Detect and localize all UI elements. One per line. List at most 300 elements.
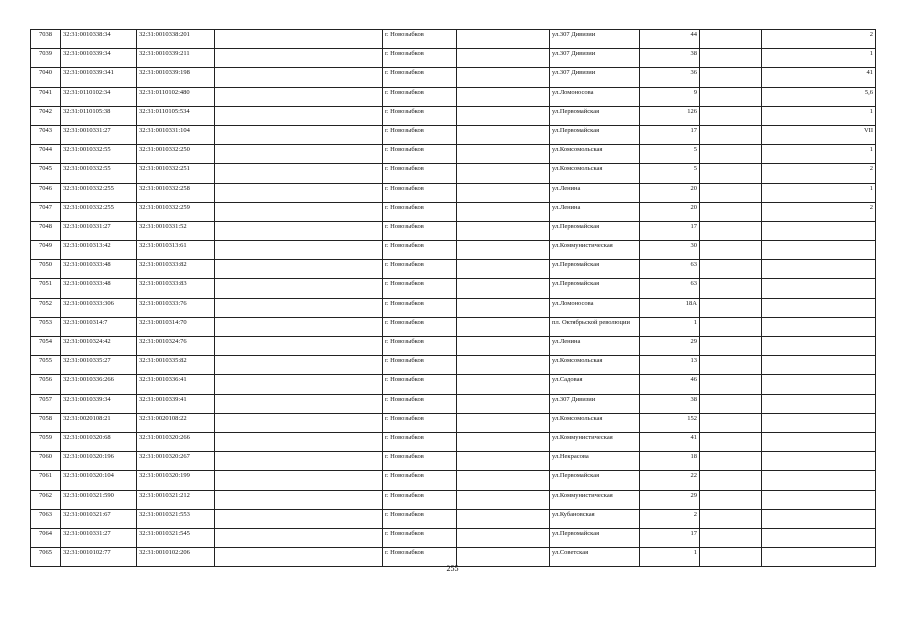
empty-cell	[700, 279, 762, 298]
table-row	[31, 279, 876, 298]
street-cell: ул.Ленина	[550, 202, 640, 221]
apartment-cell	[762, 356, 876, 375]
city-cell: г. Новозыбков	[383, 202, 457, 221]
cadastral-parcel-cell: 32:31:0010321:67	[61, 509, 137, 528]
apartment-cell	[762, 317, 876, 336]
empty-cell	[215, 30, 383, 49]
empty-cell	[700, 375, 762, 394]
row-number-cell: 7049	[31, 241, 61, 260]
apartment-cell	[762, 432, 876, 451]
city-cell: г. Новозыбков	[383, 125, 457, 144]
cadastral-parcel-cell: 32:31:0010324:42	[61, 337, 137, 356]
city-cell: г. Новозыбков	[383, 49, 457, 68]
table-row	[31, 337, 876, 356]
empty-cell	[457, 202, 550, 221]
city-cell: г. Новозыбков	[383, 413, 457, 432]
house-number-cell: 126	[640, 106, 700, 125]
apartment-cell: 2	[762, 164, 876, 183]
cadastral-parcel-cell: 32:31:0020108:21	[61, 413, 137, 432]
cadastral-parcel-cell: 32:31:0010339:34	[61, 49, 137, 68]
row-number-cell: 7056	[31, 375, 61, 394]
empty-cell	[457, 221, 550, 240]
apartment-cell	[762, 337, 876, 356]
empty-cell	[215, 68, 383, 87]
table-row	[31, 394, 876, 413]
cadastral-object-cell: 32:31:0010321:553	[137, 509, 215, 528]
empty-cell	[215, 337, 383, 356]
apartment-cell	[762, 241, 876, 260]
empty-cell	[700, 30, 762, 49]
empty-cell	[700, 202, 762, 221]
empty-cell	[457, 260, 550, 279]
empty-cell	[457, 471, 550, 490]
empty-cell	[700, 49, 762, 68]
street-cell: ул.Первомайская	[550, 106, 640, 125]
apartment-cell	[762, 471, 876, 490]
city-cell: г. Новозыбков	[383, 30, 457, 49]
cadastral-parcel-cell: 32:31:0010331:27	[61, 125, 137, 144]
empty-cell	[215, 125, 383, 144]
empty-cell	[700, 528, 762, 547]
apartment-cell: 1	[762, 106, 876, 125]
empty-cell	[700, 260, 762, 279]
street-cell: ул.Первомайская	[550, 471, 640, 490]
cadastral-object-cell: 32:31:0110102:480	[137, 87, 215, 106]
table-row	[31, 317, 876, 336]
cadastral-parcel-cell: 32:31:0010320:68	[61, 432, 137, 451]
city-cell: г. Новозыбков	[383, 106, 457, 125]
street-cell: ул.Садовая	[550, 375, 640, 394]
table-row	[31, 145, 876, 164]
house-number-cell: 29	[640, 337, 700, 356]
city-cell: г. Новозыбков	[383, 509, 457, 528]
house-number-cell: 46	[640, 375, 700, 394]
apartment-cell	[762, 413, 876, 432]
cadastral-object-cell: 32:31:0010332:259	[137, 202, 215, 221]
empty-cell	[700, 394, 762, 413]
table-row	[31, 202, 876, 221]
street-cell: ул.Некрасова	[550, 452, 640, 471]
cadastral-parcel-cell: 32:31:0010332:255	[61, 202, 137, 221]
city-cell: г. Новозыбков	[383, 221, 457, 240]
city-cell: г. Новозыбков	[383, 356, 457, 375]
empty-cell	[700, 317, 762, 336]
house-number-cell: 1	[640, 548, 700, 567]
cadastral-object-cell: 32:31:0010339:41	[137, 394, 215, 413]
house-number-cell: 29	[640, 490, 700, 509]
city-cell: г. Новозыбков	[383, 183, 457, 202]
cadastral-parcel-cell: 32:31:0010332:55	[61, 145, 137, 164]
house-number-cell: 41	[640, 432, 700, 451]
empty-cell	[457, 337, 550, 356]
table-row	[31, 432, 876, 451]
apartment-cell	[762, 221, 876, 240]
table-row	[31, 452, 876, 471]
house-number-cell: 17	[640, 528, 700, 547]
empty-cell	[700, 509, 762, 528]
table-row	[31, 68, 876, 87]
table-row	[31, 106, 876, 125]
house-number-cell: 30	[640, 241, 700, 260]
city-cell: г. Новозыбков	[383, 490, 457, 509]
row-number-cell: 7046	[31, 183, 61, 202]
empty-cell	[457, 183, 550, 202]
cadastral-object-cell: 32:31:0010313:61	[137, 241, 215, 260]
empty-cell	[215, 394, 383, 413]
apartment-cell	[762, 528, 876, 547]
cadastral-object-cell: 32:31:0010331:52	[137, 221, 215, 240]
apartment-cell: 5,6	[762, 87, 876, 106]
apartment-cell: 2	[762, 30, 876, 49]
table-row	[31, 221, 876, 240]
cadastral-object-cell: 32:31:0010333:83	[137, 279, 215, 298]
row-number-cell: 7050	[31, 260, 61, 279]
apartment-cell	[762, 452, 876, 471]
table-row	[31, 183, 876, 202]
empty-cell	[215, 471, 383, 490]
city-cell: г. Новозыбков	[383, 337, 457, 356]
cadastral-parcel-cell: 32:31:0010102:77	[61, 548, 137, 567]
cadastral-object-cell: 32:31:0020108:22	[137, 413, 215, 432]
street-cell: ул.Первомайская	[550, 221, 640, 240]
table-row	[31, 164, 876, 183]
empty-cell	[700, 221, 762, 240]
city-cell: г. Новозыбков	[383, 164, 457, 183]
empty-cell	[700, 87, 762, 106]
street-cell: ул.Комсомольская	[550, 356, 640, 375]
cadastral-parcel-cell: 32:31:0010335:27	[61, 356, 137, 375]
empty-cell	[457, 452, 550, 471]
house-number-cell: 18А	[640, 298, 700, 317]
empty-cell	[215, 87, 383, 106]
empty-cell	[457, 87, 550, 106]
empty-cell	[215, 356, 383, 375]
cadastral-parcel-cell: 32:31:0010320:104	[61, 471, 137, 490]
apartment-cell: 2	[762, 202, 876, 221]
row-number-cell: 7060	[31, 452, 61, 471]
empty-cell	[457, 432, 550, 451]
house-number-cell: 20	[640, 183, 700, 202]
cadastral-object-cell: 32:31:0010333:76	[137, 298, 215, 317]
city-cell: г. Новозыбков	[383, 68, 457, 87]
empty-cell	[457, 394, 550, 413]
empty-cell	[457, 279, 550, 298]
street-cell: ул.Первомайская	[550, 279, 640, 298]
empty-cell	[457, 298, 550, 317]
row-number-cell: 7048	[31, 221, 61, 240]
cadastral-object-cell: 32:31:0010332:258	[137, 183, 215, 202]
street-cell: ул.Комсомольская	[550, 145, 640, 164]
city-cell: г. Новозыбков	[383, 145, 457, 164]
row-number-cell: 7064	[31, 528, 61, 547]
apartment-cell	[762, 394, 876, 413]
row-number-cell: 7055	[31, 356, 61, 375]
row-number-cell: 7065	[31, 548, 61, 567]
house-number-cell: 13	[640, 356, 700, 375]
apartment-cell	[762, 279, 876, 298]
table-row	[31, 241, 876, 260]
empty-cell	[700, 183, 762, 202]
table-row	[31, 125, 876, 144]
street-cell: ул.Первомайская	[550, 125, 640, 144]
cadastral-parcel-cell: 32:31:0010314:7	[61, 317, 137, 336]
row-number-cell: 7062	[31, 490, 61, 509]
registry-body	[31, 30, 876, 567]
cadastral-object-cell: 32:31:0010320:266	[137, 432, 215, 451]
cadastral-object-cell: 32:31:0010320:199	[137, 471, 215, 490]
house-number-cell: 22	[640, 471, 700, 490]
table-row	[31, 87, 876, 106]
cadastral-parcel-cell: 32:31:0010313:42	[61, 241, 137, 260]
table-row	[31, 260, 876, 279]
city-cell: г. Новозыбков	[383, 452, 457, 471]
street-cell: ул.307 Дивизии	[550, 30, 640, 49]
empty-cell	[215, 317, 383, 336]
row-number-cell: 7042	[31, 106, 61, 125]
cadastral-object-cell: 32:31:0010332:251	[137, 164, 215, 183]
page-number: 255	[446, 564, 459, 573]
city-cell: г. Новозыбков	[383, 298, 457, 317]
cadastral-parcel-cell: 32:31:0110105:38	[61, 106, 137, 125]
city-cell: г. Новозыбков	[383, 317, 457, 336]
empty-cell	[215, 49, 383, 68]
street-cell: ул.307 Дивизии	[550, 49, 640, 68]
city-cell: г. Новозыбков	[383, 87, 457, 106]
empty-cell	[700, 337, 762, 356]
house-number-cell: 18	[640, 452, 700, 471]
cadastral-object-cell: 32:31:0010314:70	[137, 317, 215, 336]
cadastral-parcel-cell: 32:31:0010331:27	[61, 528, 137, 547]
empty-cell	[215, 183, 383, 202]
street-cell: ул.Советская	[550, 548, 640, 567]
city-cell: г. Новозыбков	[383, 394, 457, 413]
house-number-cell: 17	[640, 125, 700, 144]
empty-cell	[215, 164, 383, 183]
row-number-cell: 7044	[31, 145, 61, 164]
cadastral-object-cell: 32:31:0010338:201	[137, 30, 215, 49]
cadastral-object-cell: 32:31:0010321:212	[137, 490, 215, 509]
empty-cell	[457, 30, 550, 49]
empty-cell	[215, 375, 383, 394]
cadastral-object-cell: 32:31:0010339:211	[137, 49, 215, 68]
empty-cell	[215, 279, 383, 298]
row-number-cell: 7047	[31, 202, 61, 221]
table-row	[31, 528, 876, 547]
empty-cell	[700, 68, 762, 87]
empty-cell	[457, 241, 550, 260]
table-row	[31, 356, 876, 375]
house-number-cell: 17	[640, 221, 700, 240]
house-number-cell: 9	[640, 87, 700, 106]
empty-cell	[215, 413, 383, 432]
empty-cell	[700, 432, 762, 451]
row-number-cell: 7057	[31, 394, 61, 413]
city-cell: г. Новозыбков	[383, 548, 457, 567]
house-number-cell: 44	[640, 30, 700, 49]
empty-cell	[700, 241, 762, 260]
house-number-cell: 63	[640, 260, 700, 279]
house-number-cell: 38	[640, 394, 700, 413]
city-cell: г. Новозыбков	[383, 241, 457, 260]
apartment-cell	[762, 375, 876, 394]
city-cell: г. Новозыбков	[383, 279, 457, 298]
empty-cell	[457, 528, 550, 547]
apartment-cell: 41	[762, 68, 876, 87]
cadastral-object-cell: 32:31:0010321:545	[137, 528, 215, 547]
house-number-cell: 5	[640, 145, 700, 164]
empty-cell	[215, 202, 383, 221]
cadastral-object-cell: 32:31:0010339:198	[137, 68, 215, 87]
cadastral-parcel-cell: 32:31:0010333:48	[61, 260, 137, 279]
city-cell: г. Новозыбков	[383, 528, 457, 547]
cadastral-parcel-cell: 32:31:0010339:34	[61, 394, 137, 413]
cadastral-object-cell: 32:31:0010333:82	[137, 260, 215, 279]
house-number-cell: 63	[640, 279, 700, 298]
row-number-cell: 7038	[31, 30, 61, 49]
street-cell: ул.Ломоносова	[550, 87, 640, 106]
empty-cell	[215, 106, 383, 125]
empty-cell	[457, 490, 550, 509]
street-cell: ул.307 Дивизии	[550, 68, 640, 87]
table-row	[31, 375, 876, 394]
empty-cell	[215, 452, 383, 471]
house-number-cell: 1	[640, 317, 700, 336]
cadastral-object-cell: 32:31:0010331:104	[137, 125, 215, 144]
cadastral-object-cell: 32:31:0110105:534	[137, 106, 215, 125]
apartment-cell	[762, 490, 876, 509]
empty-cell	[700, 471, 762, 490]
empty-cell	[457, 356, 550, 375]
street-cell: ул.Ломоносова	[550, 298, 640, 317]
cadastral-object-cell: 32:31:0010324:76	[137, 337, 215, 356]
empty-cell	[457, 375, 550, 394]
house-number-cell: 152	[640, 413, 700, 432]
empty-cell	[700, 490, 762, 509]
table-row	[31, 298, 876, 317]
table-row	[31, 509, 876, 528]
apartment-cell	[762, 509, 876, 528]
empty-cell	[700, 125, 762, 144]
city-cell: г. Новозыбков	[383, 260, 457, 279]
row-number-cell: 7040	[31, 68, 61, 87]
registry-table	[30, 29, 876, 567]
cadastral-parcel-cell: 32:31:0010333:48	[61, 279, 137, 298]
house-number-cell: 20	[640, 202, 700, 221]
empty-cell	[457, 317, 550, 336]
empty-cell	[215, 528, 383, 547]
cadastral-parcel-cell: 32:31:0010321:590	[61, 490, 137, 509]
apartment-cell	[762, 260, 876, 279]
empty-cell	[215, 298, 383, 317]
empty-cell	[215, 490, 383, 509]
cadastral-object-cell: 32:31:0010335:82	[137, 356, 215, 375]
table-row	[31, 471, 876, 490]
house-number-cell: 36	[640, 68, 700, 87]
street-cell: ул.Комсомольская	[550, 413, 640, 432]
empty-cell	[700, 413, 762, 432]
empty-cell	[700, 298, 762, 317]
street-cell: пл. Октябрьской революции	[550, 317, 640, 336]
empty-cell	[215, 145, 383, 164]
cadastral-object-cell: 32:31:0010102:206	[137, 548, 215, 567]
row-number-cell: 7054	[31, 337, 61, 356]
row-number-cell: 7058	[31, 413, 61, 432]
empty-cell	[215, 509, 383, 528]
empty-cell	[700, 106, 762, 125]
cadastral-parcel-cell: 32:31:0010332:255	[61, 183, 137, 202]
cadastral-parcel-cell: 32:31:0010332:55	[61, 164, 137, 183]
table-row	[31, 49, 876, 68]
apartment-cell	[762, 298, 876, 317]
apartment-cell: 1	[762, 49, 876, 68]
row-number-cell: 7045	[31, 164, 61, 183]
row-number-cell: 7061	[31, 471, 61, 490]
empty-cell	[457, 125, 550, 144]
cadastral-parcel-cell: 32:31:0110102:34	[61, 87, 137, 106]
apartment-cell: VII	[762, 125, 876, 144]
empty-cell	[457, 49, 550, 68]
city-cell: г. Новозыбков	[383, 375, 457, 394]
apartment-cell: 1	[762, 183, 876, 202]
table-row	[31, 490, 876, 509]
empty-cell	[700, 164, 762, 183]
row-number-cell: 7041	[31, 87, 61, 106]
street-cell: ул.Комсомольская	[550, 164, 640, 183]
cadastral-object-cell: 32:31:0010320:267	[137, 452, 215, 471]
cadastral-parcel-cell: 32:31:0010339:341	[61, 68, 137, 87]
street-cell: ул.Кубановская	[550, 509, 640, 528]
street-cell: ул.Ленина	[550, 337, 640, 356]
house-number-cell: 5	[640, 164, 700, 183]
empty-cell	[215, 221, 383, 240]
row-number-cell: 7063	[31, 509, 61, 528]
cadastral-parcel-cell: 32:31:0010338:34	[61, 30, 137, 49]
apartment-cell: 1	[762, 145, 876, 164]
row-number-cell: 7039	[31, 49, 61, 68]
city-cell: г. Новозыбков	[383, 471, 457, 490]
empty-cell	[215, 432, 383, 451]
street-cell: ул.Коммунистическая	[550, 241, 640, 260]
street-cell: ул.Коммунистическая	[550, 432, 640, 451]
cadastral-parcel-cell: 32:31:0010320:196	[61, 452, 137, 471]
empty-cell	[457, 509, 550, 528]
cadastral-parcel-cell: 32:31:0010331:27	[61, 221, 137, 240]
empty-cell	[457, 145, 550, 164]
empty-cell	[457, 164, 550, 183]
street-cell: ул.Первомайская	[550, 260, 640, 279]
empty-cell	[457, 413, 550, 432]
city-cell: г. Новозыбков	[383, 432, 457, 451]
cadastral-object-cell: 32:31:0010332:250	[137, 145, 215, 164]
cadastral-parcel-cell: 32:31:0010336:266	[61, 375, 137, 394]
house-number-cell: 38	[640, 49, 700, 68]
cadastral-parcel-cell: 32:31:0010333:306	[61, 298, 137, 317]
empty-cell	[457, 68, 550, 87]
row-number-cell: 7052	[31, 298, 61, 317]
table-row	[31, 413, 876, 432]
empty-cell	[700, 356, 762, 375]
street-cell: ул.Первомайская	[550, 528, 640, 547]
empty-cell	[215, 241, 383, 260]
row-number-cell: 7043	[31, 125, 61, 144]
house-number-cell: 2	[640, 509, 700, 528]
row-number-cell: 7059	[31, 432, 61, 451]
empty-cell	[700, 452, 762, 471]
street-cell: ул.Коммунистическая	[550, 490, 640, 509]
row-number-cell: 7053	[31, 317, 61, 336]
empty-cell	[215, 260, 383, 279]
table-row	[31, 30, 876, 49]
